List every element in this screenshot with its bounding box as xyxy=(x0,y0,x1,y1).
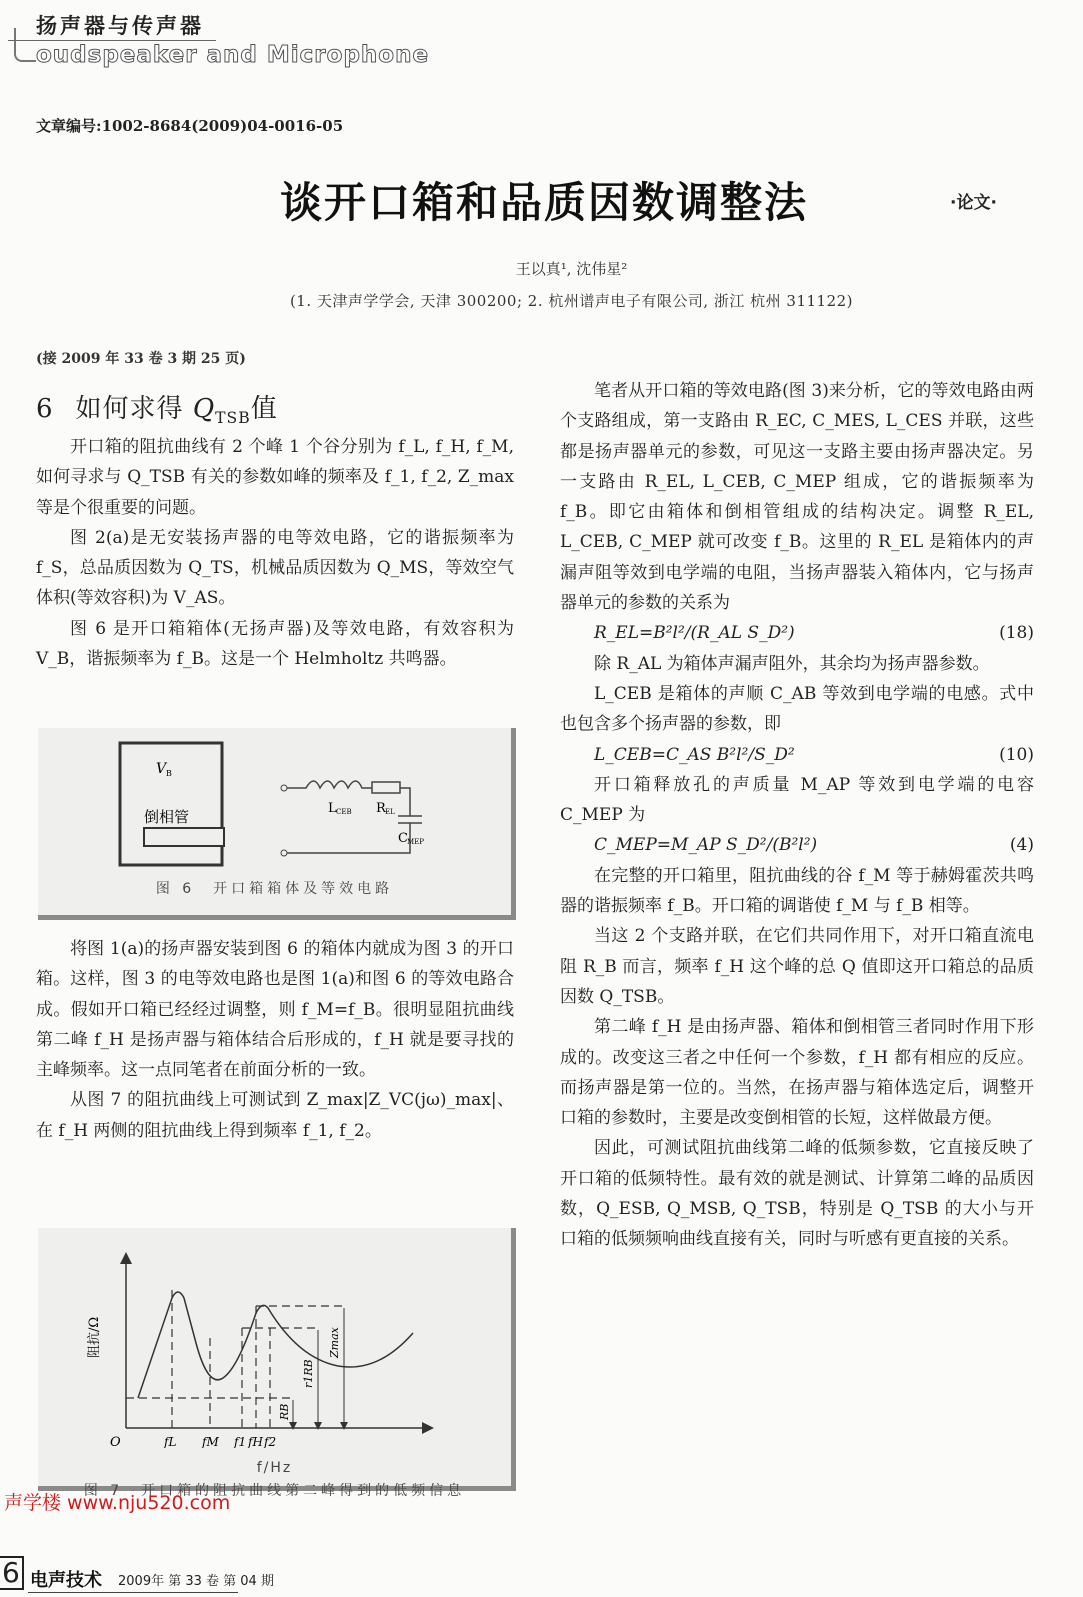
section-heading-sub: TSB xyxy=(215,409,251,428)
resistor-label-sub: EL xyxy=(385,808,395,816)
paragraph: 图 6 是开口箱箱体(无扬声器)及等效电路，有效容积为 V_B，谐振频率为 f_B。这是一个 Helmholtz 共鸣器。 xyxy=(36,618,514,670)
x-tick-label: fL xyxy=(164,1435,177,1448)
watermark-link[interactable]: 声学楼 www.nju520.com xyxy=(4,1492,231,1514)
equation-text: L_CEB=C_AS B²l²/S_D² xyxy=(594,744,795,765)
right-column xyxy=(560,376,1034,1255)
equation-number: (10) xyxy=(999,744,1034,765)
inductor-symbol xyxy=(287,781,372,788)
annotation-label: RB xyxy=(278,1403,291,1420)
inductor-label: L xyxy=(328,801,337,816)
equation-number: (18) xyxy=(999,623,1034,644)
journal-logo-letter-l xyxy=(14,28,36,62)
footer-issue: 2009年 第 33 卷 第 04 期 xyxy=(118,1574,274,1589)
article-title: 谈开口箱和品质因数调整法 xyxy=(280,178,809,227)
paragraph: 开口箱的阻抗曲线有 2 个峰 1 个谷分别为 f_L, f_H, f_M, 如何寻求与 Q_TSB 有关的参数如峰的频率及 f_1, f_2, Z_max 等是个很重要的问题。 xyxy=(36,437,514,518)
left-column xyxy=(36,432,514,674)
article-number: 文章编号:1002-8684(2009)04-0016-05 xyxy=(36,117,344,135)
x-tick-label: fM xyxy=(202,1435,219,1448)
figure-7-chart xyxy=(38,1228,516,1448)
guide-lines xyxy=(126,1290,344,1428)
figure-7-caption: 图 7 开口箱的阻抗曲线第二峰得到的低频信息 xyxy=(83,1483,466,1499)
equation-text: R_EL=B²l²/(R_AL S_D²) xyxy=(594,623,795,644)
figure-7 xyxy=(38,1228,516,1499)
figure-7-xlabel: f/Hz xyxy=(256,1460,293,1476)
figure-6-caption: 图 6 开口箱箱体及等效电路 xyxy=(155,881,394,897)
paragraph: 在完整的开口箱里，阻抗曲线的谷 f_M 等于赫姆霍茨共鸣器的谐振频率 f_B。开口箱的调谐使 f_M 与 f_B 相等。 xyxy=(560,865,1034,917)
x-tick-label: f2 xyxy=(264,1435,277,1448)
paragraph: 开口箱释放孔的声质量 M_AP 等效到电学端的电容 C_MEP 为 xyxy=(560,774,1034,826)
terminal-bottom xyxy=(281,850,287,856)
footer-divider xyxy=(28,1592,238,1593)
column-tag: ·论文· xyxy=(950,193,997,213)
section-heading-suffix: 值 xyxy=(250,394,278,424)
paragraph: L_CEB 是箱体的声顺 C_AB 等效到电学端的电感。式中也包含多个扬声器的参数，即 xyxy=(560,683,1034,735)
port-label: 倒相管 xyxy=(144,808,190,826)
journal-name-en: oudspeaker and Microphone xyxy=(36,42,430,68)
inductor-label-sub: CEB xyxy=(336,808,352,816)
page-number: 6 xyxy=(0,1556,24,1590)
footer-journal-name: 电声技术 xyxy=(30,1570,102,1591)
section-heading xyxy=(36,388,278,428)
paragraph: 因此，可测试阻抗曲线第二峰的低频参数，它直接反映了开口箱的低频特性。最有效的就是测试、计算第二峰的品质因数，Q_ESB, Q_MSB, Q_TSB，特别是 Q_TSB 的大小与开口箱的低频频响曲线直接有关，同时与听感有更直接的关系。 xyxy=(560,1138,1034,1250)
x-tick-label: f1 xyxy=(234,1435,247,1448)
left-column-lower xyxy=(36,934,514,1146)
affiliations: (1. 天津声学学会, 天津 300200; 2. 杭州谱声电子有限公司, 浙江 杭州 311122) xyxy=(289,292,854,310)
volume-label: V xyxy=(156,761,167,777)
x-tick-label: fH xyxy=(248,1435,263,1448)
figure-6-diagram xyxy=(38,728,516,873)
equation-10 xyxy=(560,740,1034,770)
annotation-label: r1RB xyxy=(302,1359,315,1388)
journal-name-cn: 扬声器与传声器 xyxy=(36,14,204,38)
equation-number: (4) xyxy=(1009,835,1034,856)
section-heading-prefix: 如何求得 xyxy=(75,394,184,424)
y-axis-label: 阻抗/Ω xyxy=(87,1316,102,1358)
header-divider xyxy=(8,40,216,41)
section-heading-var: Q xyxy=(192,394,216,424)
paragraph: 当这 2 个支路并联，在它们共同作用下，对开口箱直流电阻 R_B 而言，频率 f_H 这个峰的总 Q 值即这开口箱总的品质因数 Q_TSB。 xyxy=(560,926,1034,1007)
annotation-label: Zmax xyxy=(328,1327,341,1358)
volume-label-sub: B xyxy=(166,769,172,778)
paragraph: 除 R_AL 为箱体声漏声阻外，其余均为扬声器参数。 xyxy=(594,653,990,674)
paragraph: 第二峰 f_H 是由扬声器、箱体和倒相管三者同时作用下形成的。改变这三者之中任何一个参数，f_H 都有相应的反应。而扬声器是第一位的。当然，在扬声器与箱体选定后，调整开口箱的参数时，主要是改变倒相管的长短，这样做最方便。 xyxy=(560,1017,1034,1129)
equation-text: C_MEP=M_AP S_D²/(B²l²) xyxy=(594,835,818,856)
resistor-label: R xyxy=(376,801,386,816)
impedance-curve xyxy=(138,1292,413,1398)
section-number: 6 xyxy=(36,394,54,424)
capacitor-label: C xyxy=(398,831,408,846)
paragraph: 笔者从开口箱的等效电路(图 3)来分析，它的等效电路由两个支路组成，第一支路由 R_EC, C_MES, L_CES 并联，这些都是扬声器单元的参数，可见这一支路主要由扬声器决定。另一支路由 R_EL, L_CEB, C_MEP 组成，它的谐振频率为 f_B。即它由箱体和倒相管组成的结构决定。调整 R_EL, L_CEB, C_MEP 就可改变 f_B。这里的 R_EL 是箱体内的声漏声阻等效到电学端的电阻，当扬声器装入箱体内，它与扬声器单元的参数的关系为 xyxy=(560,381,1034,614)
capacitor-label-sub: MEP xyxy=(407,838,424,846)
equation-18 xyxy=(560,618,1034,648)
terminal-top xyxy=(281,785,287,791)
continued-from-note: (接 2009 年 33 卷 3 期 25 页) xyxy=(36,351,246,367)
equation-4 xyxy=(560,830,1034,860)
paragraph: 图 2(a)是无安装扬声器的电等效电路，它的谐振频率为 f_S，总品质因数为 Q_TS，机械品质因数为 Q_MS，等效空气体积(等效容积)为 V_AS。 xyxy=(36,527,514,609)
paragraph: 从图 7 的阻抗曲线上可测试到 Z_max|Z_VC(jω)_max|、在 f_H 两侧的阻抗曲线上得到频率 f_1, f_2。 xyxy=(36,1090,514,1141)
figure-6 xyxy=(38,728,516,920)
paragraph: 将图 1(a)的扬声器安装到图 6 的箱体内就成为图 3 的开口箱。这样，图 3 的电等效电路也是图 1(a)和图 6 的等效电路合成。假如开口箱已经经过调整，则 f_M=f_B。很明显阻抗曲线第二峰 f_H 是扬声器与箱体结合后形成的，f_H 就是要寻找的主峰频率。这一点同笔者在前面分析的一致。 xyxy=(36,939,514,1081)
resistor-symbol xyxy=(372,782,400,793)
port-tube xyxy=(144,828,224,846)
authors: 王以真¹, 沈伟星² xyxy=(515,260,628,278)
origin-label: O xyxy=(110,1435,121,1448)
